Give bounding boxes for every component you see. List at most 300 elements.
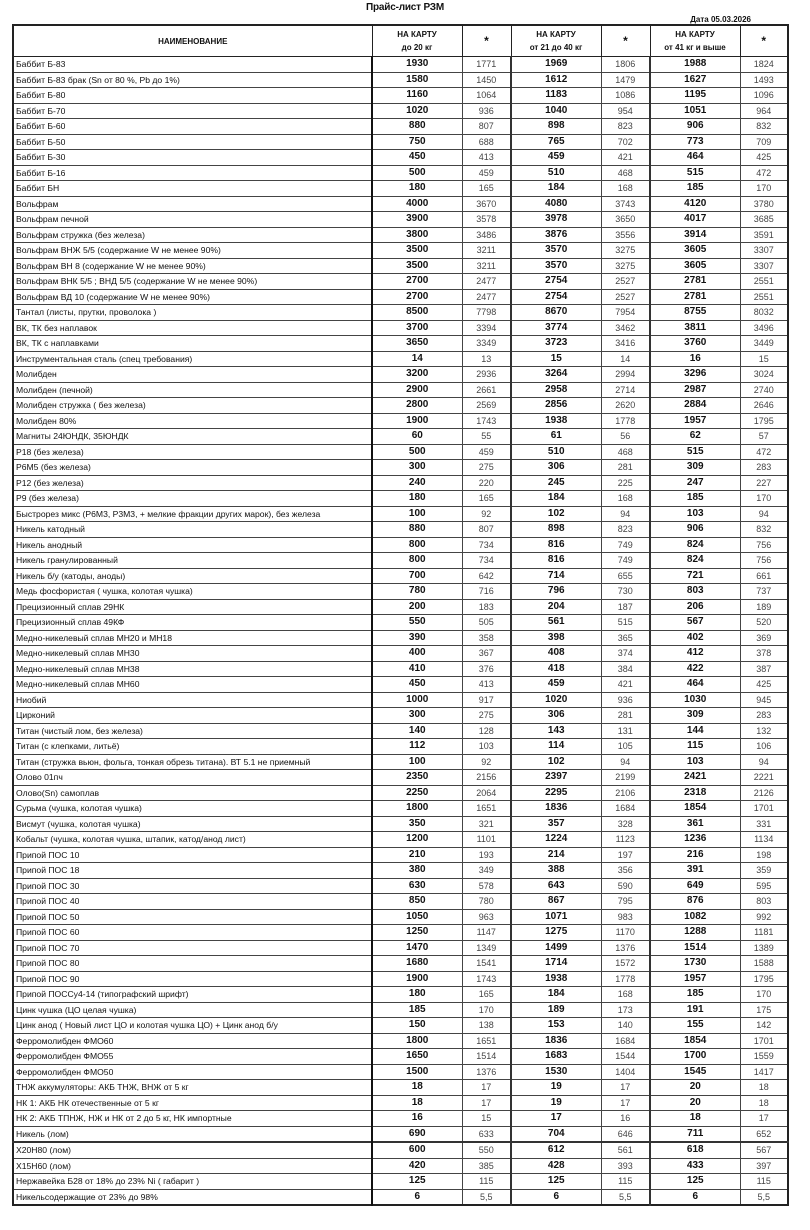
price-tier1: 390: [372, 630, 462, 646]
price-tier3: 412: [650, 646, 740, 662]
price-tier2: 184: [511, 181, 601, 197]
price-tier2-star: 954: [601, 103, 650, 119]
price-tier2-star: 56: [601, 429, 650, 445]
price-tier3: 125: [650, 1174, 740, 1190]
price-tier3: 1030: [650, 692, 740, 708]
price-tier2: 1969: [511, 57, 601, 73]
price-tier2-star: 281: [601, 460, 650, 476]
price-tier2-star: 3556: [601, 227, 650, 243]
price-tier2-star: 16: [601, 1111, 650, 1127]
price-tier1: 600: [372, 1142, 462, 1158]
price-tier1: 3900: [372, 212, 462, 228]
price-tier2-star: 1479: [601, 72, 650, 88]
price-tier1-star: 376: [462, 661, 511, 677]
price-tier3-star: 18: [740, 1080, 788, 1096]
table-row: [13, 382, 788, 398]
price-tier3: 464: [650, 150, 740, 166]
price-tier2: 459: [511, 150, 601, 166]
table-row: [13, 1174, 788, 1190]
price-tier2-star: 7954: [601, 305, 650, 321]
material-name: НК 1: АКБ НК отечественные от 5 кг: [13, 1095, 372, 1111]
price-tier1: 420: [372, 1158, 462, 1174]
material-name: Ферромолибден ФМО60: [13, 1033, 372, 1049]
price-tier2: 898: [511, 119, 601, 135]
price-tier3: 422: [650, 661, 740, 677]
price-tier3-star: 170: [740, 987, 788, 1003]
price-tier3: 185: [650, 987, 740, 1003]
price-tier1: 100: [372, 754, 462, 770]
price-tier3-star: 992: [740, 909, 788, 925]
price-tier2-star: 3743: [601, 196, 650, 212]
price-tier3: 144: [650, 723, 740, 739]
price-tier2: 510: [511, 165, 601, 181]
price-tier3: 2884: [650, 398, 740, 414]
price-tier3: 618: [650, 1142, 740, 1158]
table-row: [13, 1111, 788, 1127]
price-tier1-star: 15: [462, 1111, 511, 1127]
header-name: НАИМЕНОВАНИЕ: [13, 25, 372, 57]
price-tier2-star: 468: [601, 444, 650, 460]
material-name: Олово(Sn) самоплав: [13, 785, 372, 801]
price-tier1-star: 92: [462, 754, 511, 770]
price-tier1: 800: [372, 553, 462, 569]
price-tier2: 1183: [511, 88, 601, 104]
table-row: [13, 1080, 788, 1096]
header-tier3-range: от 41 кг и выше: [664, 43, 726, 52]
price-tier3-star: 2740: [740, 382, 788, 398]
price-tier1-star: 2064: [462, 785, 511, 801]
price-tier3: 18: [650, 1111, 740, 1127]
price-tier3: 906: [650, 119, 740, 135]
price-tier1: 185: [372, 1002, 462, 1018]
price-tier2-star: 187: [601, 599, 650, 615]
price-tier1: 1250: [372, 925, 462, 941]
price-tier3: 103: [650, 506, 740, 522]
price-tier1: 3700: [372, 320, 462, 336]
price-tier2-star: 140: [601, 1018, 650, 1034]
price-tier1-star: 7798: [462, 305, 511, 321]
price-tier3: 824: [650, 553, 740, 569]
price-tier3: 1988: [650, 57, 740, 73]
price-tier1: 3500: [372, 258, 462, 274]
price-tier2-star: 655: [601, 568, 650, 584]
price-tier2: 2754: [511, 289, 601, 305]
table-row: [13, 909, 788, 925]
price-tier2-star: 1170: [601, 925, 650, 941]
price-tier1: 1020: [372, 103, 462, 119]
material-name: Х20Н80 (лом): [13, 1142, 372, 1158]
price-tier2-star: 1404: [601, 1064, 650, 1080]
material-name: Баббит БН: [13, 181, 372, 197]
header-tier1: [372, 25, 462, 57]
table-row: [13, 801, 788, 817]
table-row: [13, 212, 788, 228]
price-tier3-star: 397: [740, 1158, 788, 1174]
price-tier3: 433: [650, 1158, 740, 1174]
material-name: Никельсодержащие от 23% до 98%: [13, 1189, 372, 1205]
price-tier2-star: 1572: [601, 956, 650, 972]
price-tier2-star: 356: [601, 863, 650, 879]
price-tier2: 102: [511, 506, 601, 522]
price-tier2: 8670: [511, 305, 601, 321]
price-tier3: 803: [650, 584, 740, 600]
price-tier1-star: 1743: [462, 413, 511, 429]
table-row: [13, 398, 788, 414]
price-tier3-star: 3685: [740, 212, 788, 228]
table-row: [13, 615, 788, 631]
price-tier3-star: 652: [740, 1126, 788, 1142]
price-tier1: 180: [372, 987, 462, 1003]
material-name: Молибден: [13, 367, 372, 383]
price-tier1: 14: [372, 351, 462, 367]
price-tier3: 464: [650, 677, 740, 693]
price-tier2: 189: [511, 1002, 601, 1018]
price-tier3-star: 57: [740, 429, 788, 445]
price-tier1: 1200: [372, 832, 462, 848]
price-tier1: 1800: [372, 801, 462, 817]
price-tier3-star: 832: [740, 522, 788, 538]
price-tier3-star: 803: [740, 894, 788, 910]
price-tier3-star: 661: [740, 568, 788, 584]
price-tier1-star: 963: [462, 909, 511, 925]
price-tier3-star: 3024: [740, 367, 788, 383]
price-tier1-star: 1771: [462, 57, 511, 73]
price-tier2: 125: [511, 1174, 601, 1190]
price-tier2-star: 823: [601, 119, 650, 135]
price-tier1: 1050: [372, 909, 462, 925]
material-name: Титан (чистый лом, без железа): [13, 723, 372, 739]
price-tier3: 20: [650, 1080, 740, 1096]
price-tier2: 143: [511, 723, 601, 739]
price-tier3-star: 142: [740, 1018, 788, 1034]
price-tier2: 3876: [511, 227, 601, 243]
price-tier1: 880: [372, 522, 462, 538]
price-tier3-star: 283: [740, 460, 788, 476]
material-name: Припой ПОССу4-14 (типографский шрифт): [13, 987, 372, 1003]
material-name: Молибден 80%: [13, 413, 372, 429]
material-name: Тантал (листы, прутки, проволока ): [13, 305, 372, 321]
price-tier2-star: 468: [601, 165, 650, 181]
price-tier3: 1288: [650, 925, 740, 941]
price-tier2-star: 823: [601, 522, 650, 538]
material-name: Р6М5 (без железа): [13, 460, 372, 476]
price-tier2: 61: [511, 429, 601, 445]
price-tier3-star: 387: [740, 661, 788, 677]
price-tier2: 102: [511, 754, 601, 770]
price-tier2: 1040: [511, 103, 601, 119]
price-tier1: 125: [372, 1174, 462, 1190]
price-tier1-star: 3349: [462, 336, 511, 352]
price-tier1: 2900: [372, 382, 462, 398]
price-tier3: 1957: [650, 971, 740, 987]
material-name: Ферромолибден ФМО50: [13, 1064, 372, 1080]
price-tier2: 1836: [511, 801, 601, 817]
price-tier2-star: 365: [601, 630, 650, 646]
price-tier3-star: 227: [740, 475, 788, 491]
price-tier1: 200: [372, 599, 462, 615]
price-tier1-star: 1064: [462, 88, 511, 104]
price-tier3-star: 170: [740, 491, 788, 507]
price-tier3: 191: [650, 1002, 740, 1018]
price-tier2-star: 2527: [601, 289, 650, 305]
table-row: [13, 863, 788, 879]
price-tier1-star: 3394: [462, 320, 511, 336]
price-tier1: 450: [372, 677, 462, 693]
price-tier3-star: 8032: [740, 305, 788, 321]
price-tier1-star: 1101: [462, 832, 511, 848]
table-row: [13, 351, 788, 367]
price-tier2: 1938: [511, 971, 601, 987]
table-row: [13, 227, 788, 243]
price-tier1-star: 1541: [462, 956, 511, 972]
price-tier2: 3774: [511, 320, 601, 336]
price-tier1: 2700: [372, 274, 462, 290]
price-tier3-star: 756: [740, 537, 788, 553]
price-tier3-star: 1795: [740, 413, 788, 429]
price-tier1: 4000: [372, 196, 462, 212]
table-row: [13, 987, 788, 1003]
price-tier2-star: 5,5: [601, 1189, 650, 1205]
price-tier1: 140: [372, 723, 462, 739]
price-tier2: 459: [511, 677, 601, 693]
header-tier1-range: до 20 кг: [401, 43, 433, 52]
price-tier1-star: 3578: [462, 212, 511, 228]
material-name: Никель б/у (катоды, аноды): [13, 568, 372, 584]
table-header-row: [13, 25, 788, 57]
table-row: [13, 72, 788, 88]
price-tier1-star: 2661: [462, 382, 511, 398]
table-row: [13, 940, 788, 956]
price-tier3-star: 709: [740, 134, 788, 150]
price-tier1-star: 275: [462, 708, 511, 724]
price-tier3: 216: [650, 847, 740, 863]
material-name: Цинк чушка (ЦО целая чушка): [13, 1002, 372, 1018]
price-tier3-star: 283: [740, 708, 788, 724]
price-tier2-star: 515: [601, 615, 650, 631]
price-tier1-star: 55: [462, 429, 511, 445]
price-tier2: 796: [511, 584, 601, 600]
table-row: [13, 150, 788, 166]
price-tier1: 112: [372, 739, 462, 755]
price-tier3: 3296: [650, 367, 740, 383]
price-tier2: 408: [511, 646, 601, 662]
price-tier2-star: 281: [601, 708, 650, 724]
price-tier3: 2318: [650, 785, 740, 801]
price-tier1-star: 780: [462, 894, 511, 910]
price-tier2-star: 2199: [601, 770, 650, 786]
table-row: [13, 925, 788, 941]
price-tier1-star: 358: [462, 630, 511, 646]
price-tier2-star: 1376: [601, 940, 650, 956]
price-tier3: 1957: [650, 413, 740, 429]
price-tier1-star: 688: [462, 134, 511, 150]
price-tier2: 1499: [511, 940, 601, 956]
price-tier3-star: 115: [740, 1174, 788, 1190]
material-name: Вольфрам ВД 10 (содержание W не менее 90%): [13, 289, 372, 305]
price-tier3: 8755: [650, 305, 740, 321]
material-name: Быстрорез микс (Р6М3, Р3М3, + мелкие фракции других марок), без железа: [13, 506, 372, 522]
price-tier1: 3200: [372, 367, 462, 383]
price-tier1: 1500: [372, 1064, 462, 1080]
price-tier1-star: 459: [462, 444, 511, 460]
material-name: ВК, ТК без наплавок: [13, 320, 372, 336]
price-tier3-star: 378: [740, 646, 788, 662]
price-tier2: 1071: [511, 909, 601, 925]
price-tier3: 1545: [650, 1064, 740, 1080]
price-tier3: 876: [650, 894, 740, 910]
price-tier3: 1700: [650, 1049, 740, 1065]
price-tier1: 800: [372, 537, 462, 553]
price-tier1-star: 193: [462, 847, 511, 863]
price-tier1-star: 17: [462, 1080, 511, 1096]
table-row: [13, 770, 788, 786]
table-row: [13, 88, 788, 104]
table-row: [13, 739, 788, 755]
price-tier2: 1683: [511, 1049, 601, 1065]
material-name: Магниты 24ЮНДК, 35ЮНДК: [13, 429, 372, 445]
material-name: Медно-никелевый сплав МН38: [13, 661, 372, 677]
price-tier1-star: 5,5: [462, 1189, 511, 1205]
price-tier3: 247: [650, 475, 740, 491]
price-tier2-star: 3462: [601, 320, 650, 336]
price-tier2-star: 115: [601, 1174, 650, 1190]
price-tier2-star: 730: [601, 584, 650, 600]
material-name: Прецизионный сплав 49КФ: [13, 615, 372, 631]
table-row: [13, 506, 788, 522]
price-tier1: 1930: [372, 57, 462, 73]
table-row: [13, 1189, 788, 1205]
price-tier2: 184: [511, 987, 601, 1003]
table-row: [13, 305, 788, 321]
price-tier3: 3914: [650, 227, 740, 243]
price-tier2-star: 197: [601, 847, 650, 863]
price-tier2-star: 1684: [601, 1033, 650, 1049]
price-tier2: 3723: [511, 336, 601, 352]
price-tier2: 612: [511, 1142, 601, 1158]
price-tier2-star: 646: [601, 1126, 650, 1142]
price-tier1: 880: [372, 119, 462, 135]
price-tier1: 180: [372, 491, 462, 507]
price-tier1: 150: [372, 1018, 462, 1034]
price-tier1: 450: [372, 150, 462, 166]
material-name: ТНЖ аккумуляторы: АКБ ТНЖ, ВНЖ от 5 кг: [13, 1080, 372, 1096]
material-name: Р9 (без железа): [13, 491, 372, 507]
price-tier1: 500: [372, 165, 462, 181]
price-tier2-star: 393: [601, 1158, 650, 1174]
table-row: [13, 553, 788, 569]
material-name: Припой ПОС 70: [13, 940, 372, 956]
table-row: [13, 630, 788, 646]
price-tier2: 3570: [511, 258, 601, 274]
price-tier3: 3760: [650, 336, 740, 352]
header-tier2-range: от 21 до 40 кг: [529, 43, 583, 52]
price-tier2-star: 1778: [601, 413, 650, 429]
material-name: Баббит Б-80: [13, 88, 372, 104]
price-tier1-star: 138: [462, 1018, 511, 1034]
price-tier3: 1854: [650, 801, 740, 817]
price-tier2: 4080: [511, 196, 601, 212]
price-tier1-star: 165: [462, 987, 511, 1003]
price-tier2: 204: [511, 599, 601, 615]
price-tier3-star: 5,5: [740, 1189, 788, 1205]
price-tier3-star: 106: [740, 739, 788, 755]
header-tier3-star: *: [740, 25, 788, 57]
material-name: Никель (лом): [13, 1126, 372, 1142]
price-tier1: 750: [372, 134, 462, 150]
material-name: Медно-никелевый сплав МН20 и МН18: [13, 630, 372, 646]
price-tier3-star: 359: [740, 863, 788, 879]
price-tier1-star: 3211: [462, 258, 511, 274]
material-name: Никель катодный: [13, 522, 372, 538]
price-tier1-star: 1743: [462, 971, 511, 987]
price-tier1-star: 349: [462, 863, 511, 879]
price-tier2-star: 561: [601, 1142, 650, 1158]
price-tier1: 1160: [372, 88, 462, 104]
material-name: Припой ПОС 40: [13, 894, 372, 910]
table-row: [13, 196, 788, 212]
price-tier2-star: 14: [601, 351, 650, 367]
price-date: Дата 05.03.2026: [690, 15, 751, 24]
price-tier3-star: 1134: [740, 832, 788, 848]
price-tier1-star: 917: [462, 692, 511, 708]
price-tier2: 184: [511, 491, 601, 507]
price-tier1: 1000: [372, 692, 462, 708]
price-tier3-star: 1824: [740, 57, 788, 73]
table-row: [13, 475, 788, 491]
price-tier1-star: 170: [462, 1002, 511, 1018]
table-row: [13, 258, 788, 274]
price-tier2-star: 374: [601, 646, 650, 662]
price-tier2-star: 1123: [601, 832, 650, 848]
price-tier2: 3978: [511, 212, 601, 228]
material-name: Ниобий: [13, 692, 372, 708]
price-tier3: 2781: [650, 274, 740, 290]
price-tier1-star: 3486: [462, 227, 511, 243]
material-name: Нержавейка Б28 от 18% до 23% Ni ( габарит ): [13, 1174, 372, 1190]
material-name: Вольфрам ВН 8 (содержание W не менее 90%): [13, 258, 372, 274]
table-row: [13, 537, 788, 553]
price-tier2: 19: [511, 1095, 601, 1111]
price-tier2-star: 983: [601, 909, 650, 925]
price-tier2: 3264: [511, 367, 601, 383]
table-row: [13, 878, 788, 894]
table-row: [13, 971, 788, 987]
price-tier3-star: 198: [740, 847, 788, 863]
material-name: Ферромолибден ФМО55: [13, 1049, 372, 1065]
material-name: Сурьма (чушка, колотая чушка): [13, 801, 372, 817]
price-tier1-star: 17: [462, 1095, 511, 1111]
price-tier3: 1627: [650, 72, 740, 88]
price-tier3-star: 1559: [740, 1049, 788, 1065]
price-tier2: 816: [511, 537, 601, 553]
price-tier1: 1470: [372, 940, 462, 956]
price-tier3: 185: [650, 491, 740, 507]
price-tier3-star: 567: [740, 1142, 788, 1158]
price-tier1: 240: [372, 475, 462, 491]
price-tier2: 643: [511, 878, 601, 894]
price-tier3: 1082: [650, 909, 740, 925]
material-name: Молибден (печной): [13, 382, 372, 398]
price-tier3-star: 1389: [740, 940, 788, 956]
material-name: Вольфрам ВНК 5/5 ; ВНД 5/5 (содержание W не менее 90%): [13, 274, 372, 290]
price-tier1-star: 321: [462, 816, 511, 832]
price-tier2-star: 3275: [601, 258, 650, 274]
price-tier1-star: 413: [462, 150, 511, 166]
price-tier2-star: 173: [601, 1002, 650, 1018]
price-tier3-star: 964: [740, 103, 788, 119]
price-tier1: 3800: [372, 227, 462, 243]
price-tier1: 400: [372, 646, 462, 662]
